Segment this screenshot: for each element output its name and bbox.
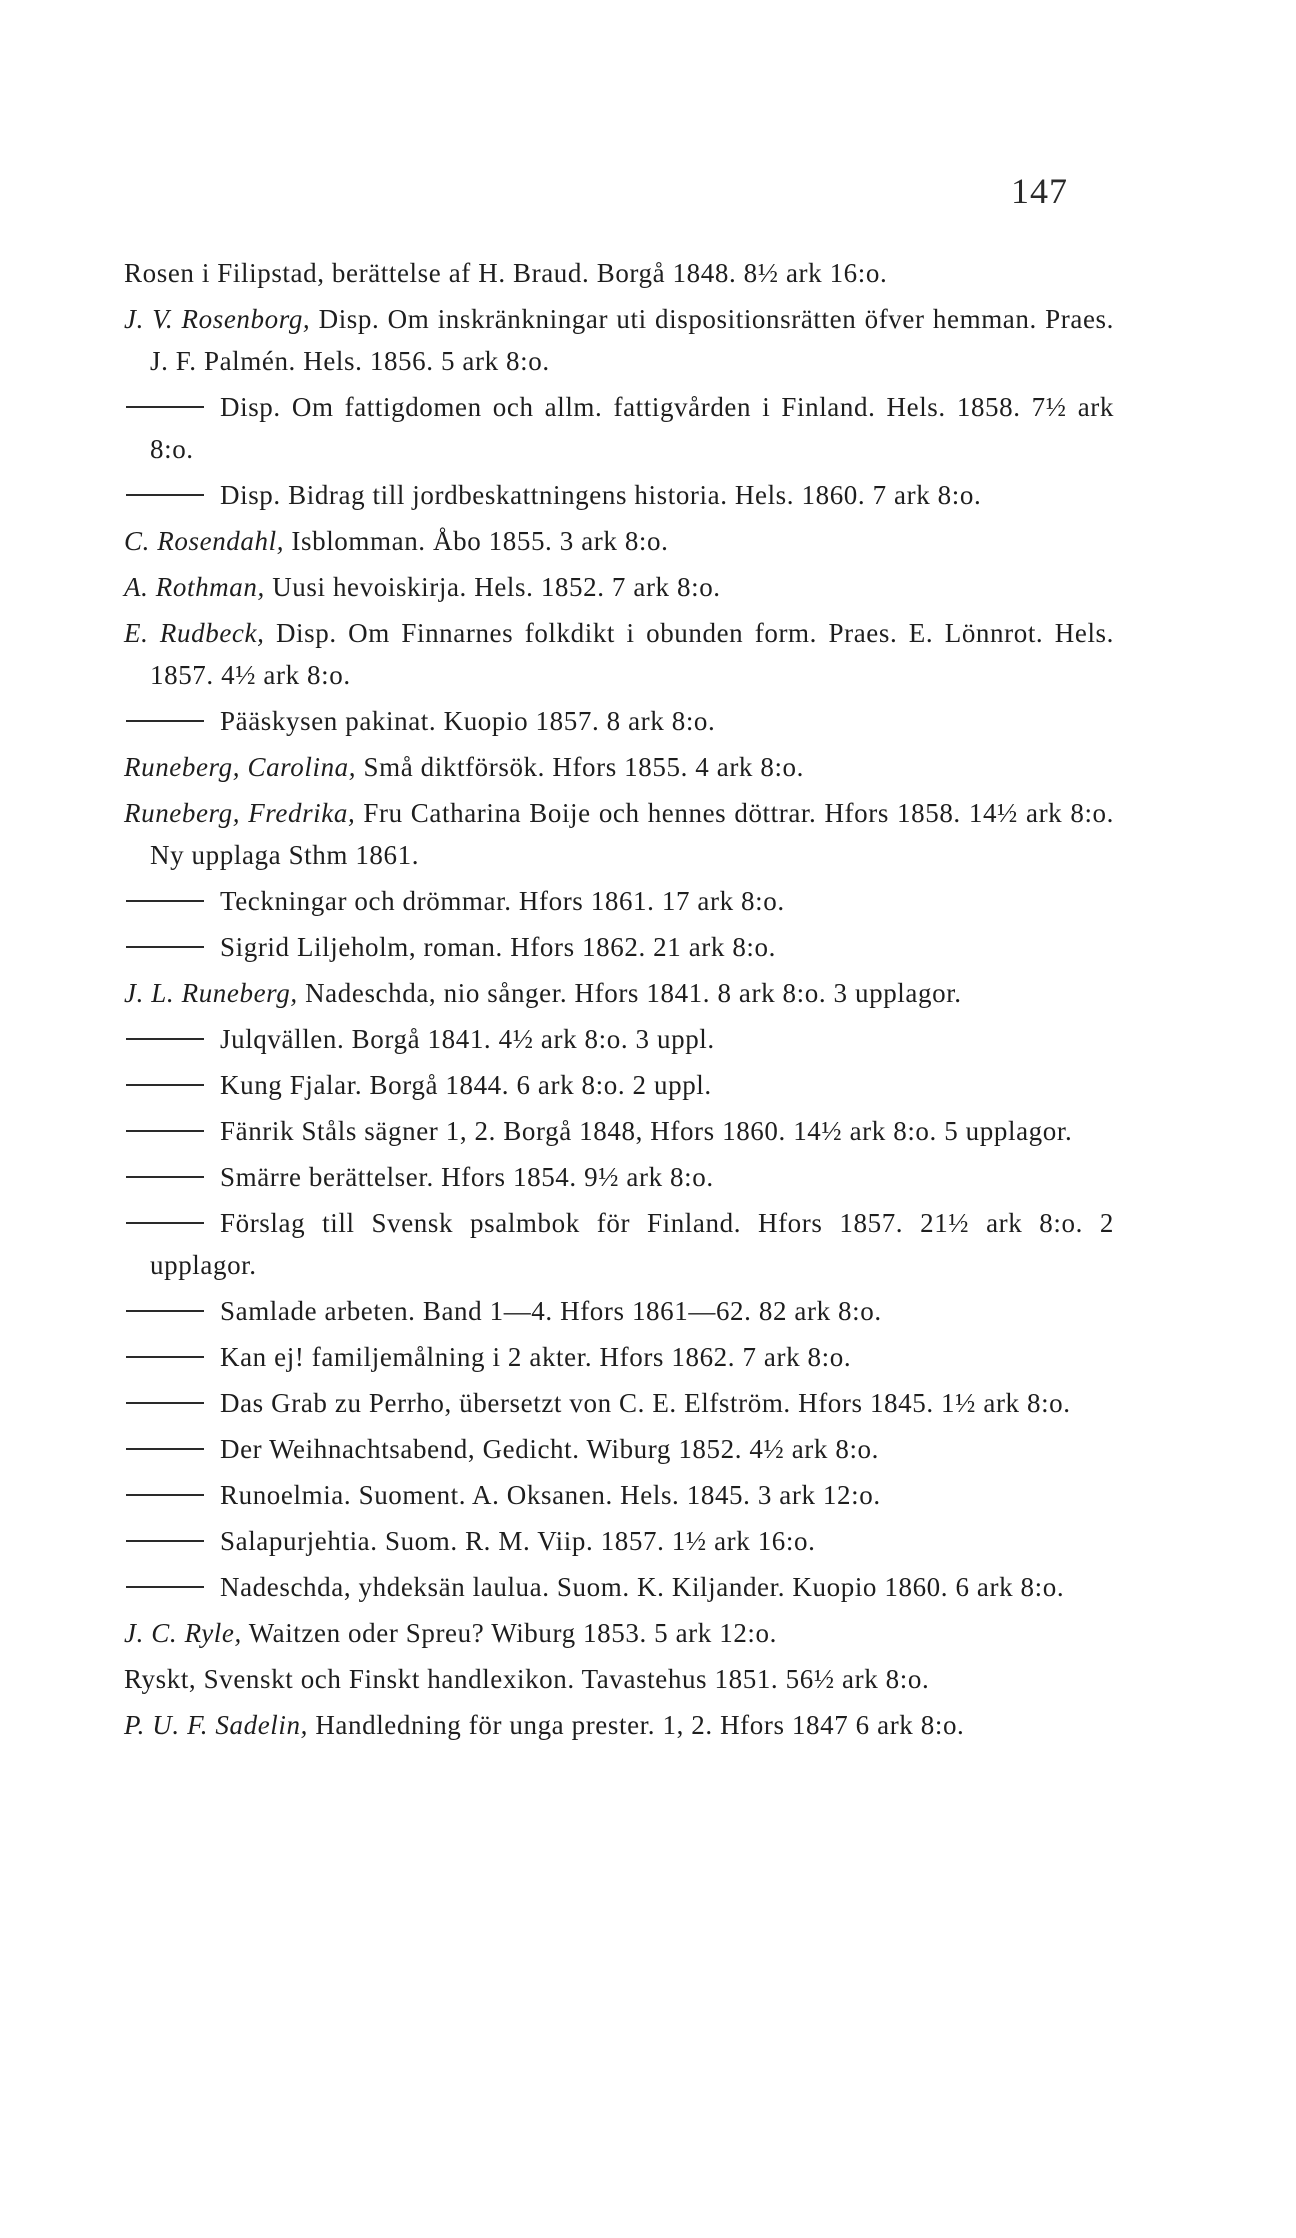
entry-text: Handledning för unga prester. 1, 2. Hfors 1847 6 ark 8:o. <box>315 1710 965 1740</box>
bibliography-entry <box>124 566 1114 608</box>
ditto-dash <box>126 1176 204 1178</box>
bibliography-entry <box>124 1474 1114 1516</box>
bibliography-list <box>124 252 1114 1750</box>
entry-author: J. V. Rosenborg, <box>124 304 311 334</box>
entry-text: Runoelmia. Suoment. A. Oksanen. Hels. 1845. 3 ark 12:o. <box>220 1480 881 1510</box>
entry-text: Fänrik Ståls sägner 1, 2. Borgå 1848, Hfors 1860. 14½ ark 8:o. 5 upplagor. <box>220 1116 1073 1146</box>
entry-author: Runeberg, Carolina, <box>124 752 357 782</box>
entry-text: Ryskt, Svenskt och Finskt handlexikon. Tavastehus 1851. 56½ ark 8:o. <box>124 1664 930 1694</box>
ditto-dash <box>126 900 204 902</box>
entry-text: Nadeschda, nio sånger. Hfors 1841. 8 ark 8:o. 3 upplagor. <box>305 978 962 1008</box>
bibliography-entry <box>124 252 1114 294</box>
bibliography-entry <box>124 1202 1114 1286</box>
ditto-dash <box>126 1084 204 1086</box>
bibliography-entry <box>124 1566 1114 1608</box>
bibliography-entry <box>124 1290 1114 1332</box>
ditto-dash <box>126 1310 204 1312</box>
entry-text: Disp. Om fattigdomen och allm. fattigvården i Finland. Hels. 1858. 7½ ark 8:o. <box>150 392 1114 464</box>
bibliography-entry <box>124 474 1114 516</box>
bibliography-entry <box>124 1336 1114 1378</box>
bibliography-entry <box>124 612 1114 696</box>
entry-author: P. U. F. Sadelin, <box>124 1710 308 1740</box>
ditto-dash <box>126 1038 204 1040</box>
entry-author: J. L. Runeberg, <box>124 978 298 1008</box>
bibliography-entry <box>124 1018 1114 1060</box>
entry-text: Rosen i Filipstad, berättelse af H. Braud. Borgå 1848. 8½ ark 16:o. <box>124 258 888 288</box>
entry-text: Der Weihnachtsabend, Gedicht. Wiburg 1852. 4½ ark 8:o. <box>220 1434 880 1464</box>
ditto-dash <box>126 1540 204 1542</box>
entry-author: C. Rosendahl, <box>124 526 285 556</box>
ditto-dash <box>126 1494 204 1496</box>
bibliography-entry <box>124 880 1114 922</box>
entry-text: Disp. Om Finnarnes folkdikt i obunden form. Praes. E. Lönnrot. Hels. 1857. 4½ ark 8:o. <box>150 618 1114 690</box>
entry-text: Isblomman. Åbo 1855. 3 ark 8:o. <box>291 526 669 556</box>
entry-text: Små diktförsök. Hfors 1855. 4 ark 8:o. <box>363 752 805 782</box>
ditto-dash <box>126 1402 204 1404</box>
entry-text: Smärre berättelser. Hfors 1854. 9½ ark 8:o. <box>220 1162 714 1192</box>
ditto-dash <box>126 946 204 948</box>
bibliography-entry <box>124 1428 1114 1470</box>
entry-text: Förslag till Svensk psalmbok för Finland. Hfors 1857. 21½ ark 8:o. 2 upplagor. <box>150 1208 1114 1280</box>
ditto-dash <box>126 1586 204 1588</box>
bibliography-entry <box>124 1612 1114 1654</box>
bibliography-entry <box>124 386 1114 470</box>
ditto-dash <box>126 494 204 496</box>
ditto-dash <box>126 1448 204 1450</box>
entry-text: Disp. Bidrag till jordbeskattningens historia. Hels. 1860. 7 ark 8:o. <box>220 480 982 510</box>
bibliography-entry <box>124 1658 1114 1700</box>
entry-text: Kan ej! familjemålning i 2 akter. Hfors 1862. 7 ark 8:o. <box>220 1342 852 1372</box>
entry-text: Teckningar och drömmar. Hfors 1861. 17 ark 8:o. <box>220 886 785 916</box>
bibliography-entry <box>124 520 1114 562</box>
entry-text: Samlade arbeten. Band 1—4. Hfors 1861—62. 82 ark 8:o. <box>220 1296 882 1326</box>
ditto-dash <box>126 406 204 408</box>
entry-text: Nadeschda, yhdeksän laulua. Suom. K. Kiljander. Kuopio 1860. 6 ark 8:o. <box>220 1572 1065 1602</box>
entry-author: E. Rudbeck, <box>124 618 265 648</box>
bibliography-entry <box>124 700 1114 742</box>
bibliography-entry <box>124 746 1114 788</box>
entry-text: Uusi hevoiskirja. Hels. 1852. 7 ark 8:o. <box>272 572 721 602</box>
bibliography-entry <box>124 1110 1114 1152</box>
entry-text: Julqvällen. Borgå 1841. 4½ ark 8:o. 3 uppl. <box>220 1024 715 1054</box>
entry-author: J. C. Ryle, <box>124 1618 242 1648</box>
entry-text: Pääskysen pakinat. Kuopio 1857. 8 ark 8:o. <box>220 706 716 736</box>
bibliography-entry <box>124 298 1114 382</box>
ditto-dash <box>126 1130 204 1132</box>
entry-author: A. Rothman, <box>124 572 265 602</box>
bibliography-entry <box>124 1156 1114 1198</box>
entry-text: Waitzen oder Spreu? Wiburg 1853. 5 ark 12:o. <box>248 1618 777 1648</box>
entry-text: Sigrid Liljeholm, roman. Hfors 1862. 21 ark 8:o. <box>220 932 776 962</box>
bibliography-entry <box>124 972 1114 1014</box>
bibliography-entry <box>124 1064 1114 1106</box>
entry-text: Salapurjehtia. Suom. R. M. Viip. 1857. 1½ ark 16:o. <box>220 1526 816 1556</box>
entry-text: Disp. Om inskränkningar uti dispositionsrätten öfver hemman. Praes. J. F. Palmén. Hels. 1856. 5 ark 8:o. <box>150 304 1114 376</box>
page-number: 147 <box>1011 171 1068 211</box>
bibliography-entry <box>124 1704 1114 1746</box>
entry-text: Das Grab zu Perrho, übersetzt von C. E. Elfström. Hfors 1845. 1½ ark 8:o. <box>220 1388 1071 1418</box>
bibliography-entry <box>124 1520 1114 1562</box>
entry-text: Kung Fjalar. Borgå 1844. 6 ark 8:o. 2 uppl. <box>220 1070 712 1100</box>
entry-text: Fru Catharina Boije och hennes döttrar. Hfors 1858. 14½ ark 8:o. Ny upplaga Sthm 1861. <box>150 798 1114 870</box>
entry-author: Runeberg, Fredrika, <box>124 798 356 828</box>
ditto-dash <box>126 1356 204 1358</box>
bibliography-entry <box>124 926 1114 968</box>
ditto-dash <box>126 720 204 722</box>
ditto-dash <box>126 1222 204 1224</box>
bibliography-entry <box>124 792 1114 876</box>
bibliography-entry <box>124 1382 1114 1424</box>
